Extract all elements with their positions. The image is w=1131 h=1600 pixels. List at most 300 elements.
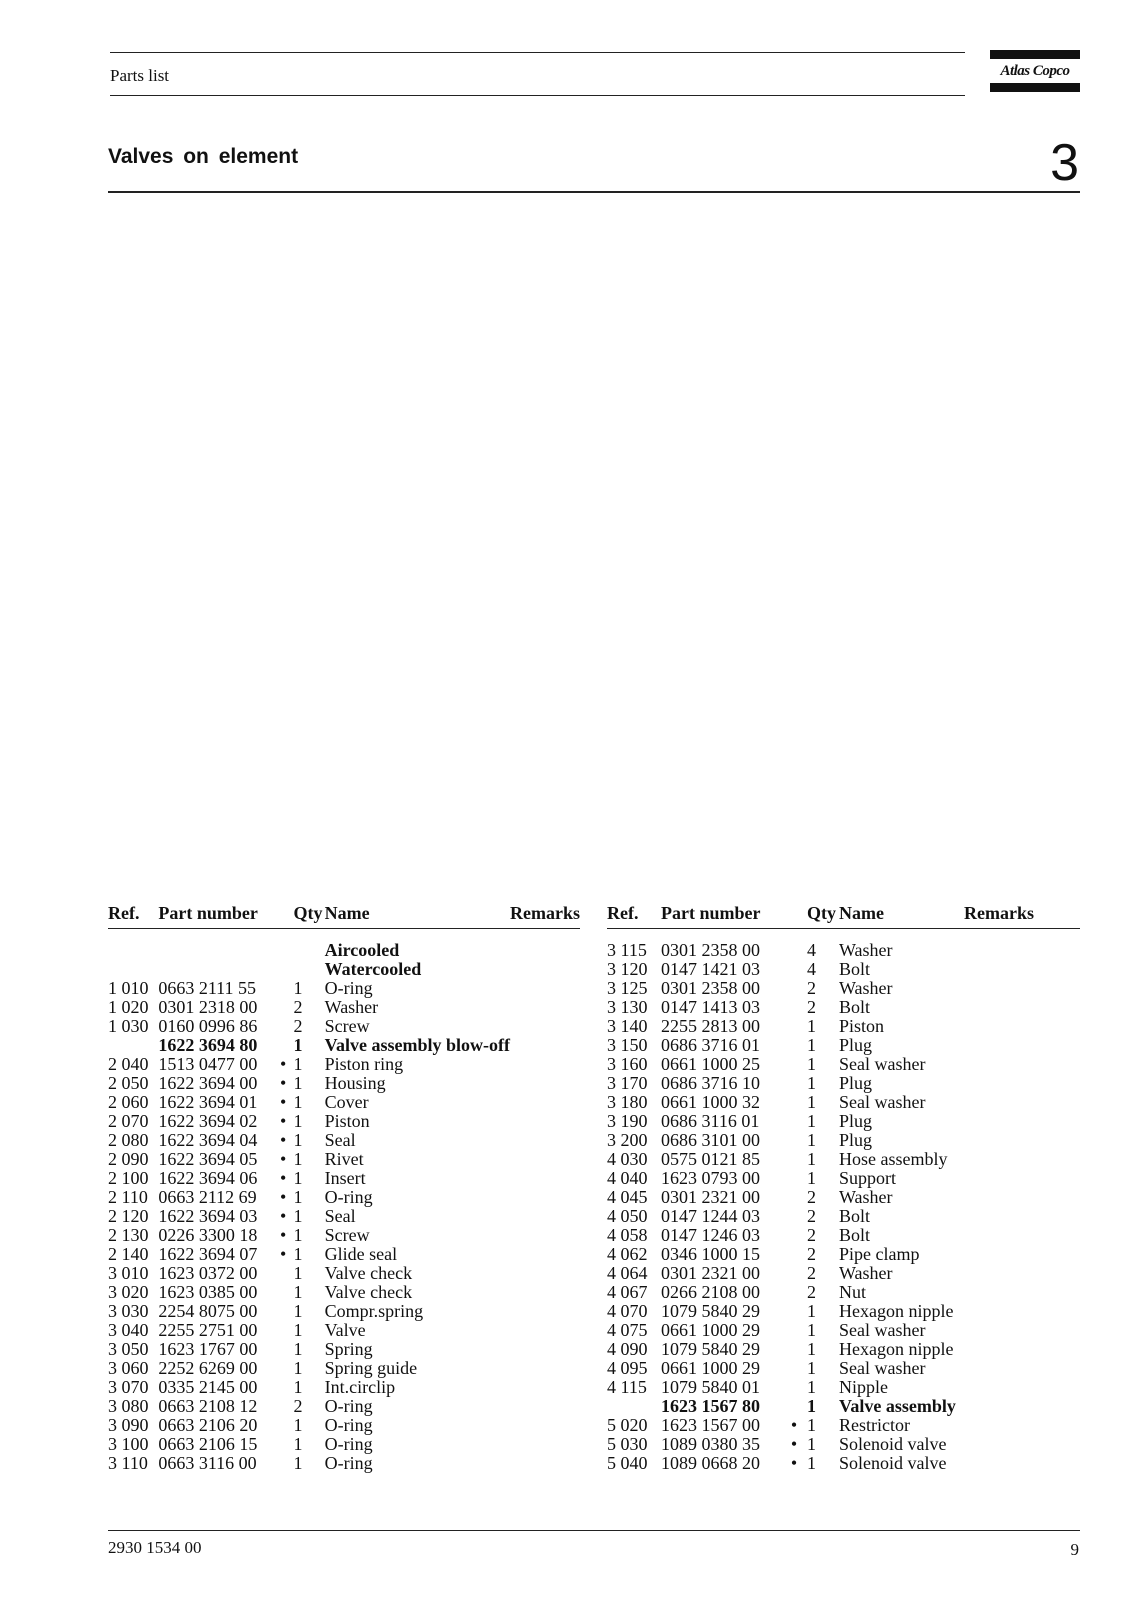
ref-cell: 1 030 xyxy=(108,1016,149,1036)
ref-cell: 4 062 xyxy=(607,1244,648,1264)
table-row xyxy=(108,1245,580,1264)
name-cell: Bolt xyxy=(839,1225,871,1245)
table-row xyxy=(607,1283,1080,1302)
table-row xyxy=(607,941,1080,960)
remarks-cell xyxy=(510,1416,580,1435)
kit-marker-cell: • xyxy=(279,1149,287,1169)
qty-cell: 1 xyxy=(293,1358,303,1378)
kit-marker-cell xyxy=(273,1283,294,1302)
remarks-cell xyxy=(510,1340,580,1359)
remarks-cell xyxy=(510,1226,580,1245)
remarks-cell xyxy=(964,1131,1080,1150)
qty-cell: 2 xyxy=(807,1244,816,1264)
parts-table-right xyxy=(607,904,1080,1473)
qty-cell: 1 xyxy=(807,1320,816,1340)
ref-cell: 3 110 xyxy=(108,1453,148,1473)
part-number-cell: 1079 5840 29 xyxy=(661,1339,760,1359)
remarks-cell xyxy=(964,1169,1080,1188)
qty-cell: 1 xyxy=(293,1263,303,1283)
name-cell: Seal washer xyxy=(839,1092,926,1112)
remarks-cell xyxy=(510,960,580,979)
kit-marker-cell xyxy=(273,1264,294,1283)
ref-cell: 4 058 xyxy=(607,1225,648,1245)
name-cell: Seal washer xyxy=(839,1320,926,1340)
part-number-cell: 0335 2145 00 xyxy=(158,1377,258,1397)
kit-marker-cell xyxy=(781,1036,807,1055)
ref-cell: 4 070 xyxy=(607,1301,648,1321)
part-number-cell: 2255 2813 00 xyxy=(661,1016,760,1036)
kit-marker-cell xyxy=(781,1264,807,1283)
kit-marker-cell xyxy=(781,1150,807,1169)
ref-cell: 4 115 xyxy=(607,1377,647,1397)
qty-cell: 1 xyxy=(293,1149,303,1169)
ref-cell: 2 080 xyxy=(108,1130,149,1150)
remarks-cell xyxy=(510,1302,580,1321)
remarks-cell xyxy=(510,1036,580,1055)
part-number-cell: 1089 0668 20 xyxy=(661,1453,760,1473)
kit-marker-cell xyxy=(781,1321,807,1340)
name-cell: Spring xyxy=(324,1339,373,1359)
remarks-cell xyxy=(510,1283,580,1302)
name-cell: Nipple xyxy=(839,1377,888,1397)
kit-marker-cell: • xyxy=(279,1130,287,1150)
ref-cell: 5 020 xyxy=(607,1415,648,1435)
part-number-cell: 2254 8075 00 xyxy=(158,1301,258,1321)
table-row xyxy=(108,1017,580,1036)
kit-marker-cell xyxy=(781,1093,807,1112)
ref-cell: 3 190 xyxy=(607,1111,648,1131)
table-row xyxy=(607,1112,1080,1131)
part-number-cell: 1623 1767 00 xyxy=(158,1339,258,1359)
ref-cell: 3 070 xyxy=(108,1377,149,1397)
table-row xyxy=(607,1397,1080,1416)
name-cell: Piston xyxy=(839,1016,885,1036)
remarks-cell xyxy=(964,960,1080,979)
part-number-cell: 0686 3116 01 xyxy=(661,1111,760,1131)
table-row xyxy=(108,1150,580,1169)
ref-cell: 3 125 xyxy=(607,978,648,998)
table-row xyxy=(607,979,1080,998)
part-number-cell: 0686 3716 01 xyxy=(661,1035,760,1055)
qty-cell: 1 xyxy=(293,1320,303,1340)
ref-cell: 5 030 xyxy=(607,1434,648,1454)
col-header-marker xyxy=(273,904,294,929)
table-row xyxy=(607,1036,1080,1055)
name-cell: Solenoid valve xyxy=(839,1434,947,1454)
qty-cell: 2 xyxy=(807,1206,816,1226)
col-header-ref: Ref. xyxy=(108,904,158,929)
ref-cell: 3 090 xyxy=(108,1415,149,1435)
ref-cell: 3 180 xyxy=(607,1092,648,1112)
part-number-cell: 0661 1000 29 xyxy=(661,1358,760,1378)
qty-cell: 1 xyxy=(807,1111,816,1131)
table-row xyxy=(607,1435,1080,1454)
name-cell: O-ring xyxy=(324,1187,373,1207)
remarks-cell xyxy=(510,1435,580,1454)
ref-cell: 3 115 xyxy=(607,940,647,960)
name-cell: Plug xyxy=(839,1111,873,1131)
ref-cell: 2 140 xyxy=(108,1244,149,1264)
part-number-cell: 0663 2108 12 xyxy=(158,1396,258,1416)
qty-cell: 1 xyxy=(293,1377,303,1397)
kit-marker-cell xyxy=(273,1359,294,1378)
remarks-cell xyxy=(510,1454,580,1473)
qty-cell xyxy=(293,941,324,960)
qty-cell: 1 xyxy=(807,1016,816,1036)
kit-marker-cell xyxy=(781,1207,807,1226)
table-row xyxy=(607,1416,1080,1435)
ref-cell: 3 160 xyxy=(607,1054,648,1074)
header-top-rule xyxy=(110,52,965,53)
name-cell: Seal xyxy=(324,1206,356,1226)
remarks-cell xyxy=(510,941,580,960)
table-row xyxy=(108,1340,580,1359)
remarks-cell xyxy=(964,1283,1080,1302)
name-cell: O-ring xyxy=(324,1453,373,1473)
table-row xyxy=(607,1055,1080,1074)
ref-cell: 2 040 xyxy=(108,1054,149,1074)
qty-cell: 1 xyxy=(807,1301,816,1321)
part-number-cell: 1622 3694 04 xyxy=(158,1130,258,1150)
part-number-cell: 1623 1567 00 xyxy=(661,1415,760,1435)
kit-marker-cell: • xyxy=(279,1054,287,1074)
part-number-cell xyxy=(158,941,272,960)
table-row xyxy=(108,1435,580,1454)
qty-cell: 2 xyxy=(293,1396,303,1416)
part-number-cell: 1622 3694 02 xyxy=(158,1111,258,1131)
ref-cell: 2 100 xyxy=(108,1168,149,1188)
col-header-name: Name xyxy=(839,904,964,929)
part-number-cell: 1623 0372 00 xyxy=(158,1263,258,1283)
col-header-qty: Qty xyxy=(293,904,324,929)
part-number-cell: 0661 1000 32 xyxy=(661,1092,760,1112)
ref-cell: 3 140 xyxy=(607,1016,648,1036)
name-cell: Bolt xyxy=(839,1206,871,1226)
qty-cell: 1 xyxy=(293,1301,303,1321)
name-cell: Piston xyxy=(324,1111,370,1131)
name-cell: Housing xyxy=(324,1073,386,1093)
qty-cell: 1 xyxy=(293,1111,303,1131)
col-header-part-number: Part number xyxy=(661,904,781,929)
remarks-cell xyxy=(510,1055,580,1074)
part-number-cell: 1622 3694 05 xyxy=(158,1149,258,1169)
remarks-cell xyxy=(964,1017,1080,1036)
kit-marker-cell xyxy=(781,979,807,998)
table-row xyxy=(607,1454,1080,1473)
table-row xyxy=(108,1397,580,1416)
part-number-cell: 0575 0121 85 xyxy=(661,1149,760,1169)
ref-cell: 3 200 xyxy=(607,1130,648,1150)
remarks-cell xyxy=(964,998,1080,1017)
qty-cell: 1 xyxy=(293,978,303,998)
ref-cell: 2 120 xyxy=(108,1206,149,1226)
qty-cell xyxy=(293,960,324,979)
qty-cell: 1 xyxy=(807,1339,816,1359)
remarks-cell xyxy=(510,1264,580,1283)
part-number-cell: 1623 0385 00 xyxy=(158,1282,258,1302)
name-cell: Valve xyxy=(324,1320,366,1340)
table-header-row xyxy=(108,904,580,929)
ref-cell xyxy=(108,1036,158,1055)
part-number-cell: 1622 3694 01 xyxy=(158,1092,258,1112)
name-cell: Hose assembly xyxy=(839,1149,948,1169)
name-cell: Restrictor xyxy=(839,1415,910,1435)
table-row xyxy=(108,1112,580,1131)
kit-marker-cell xyxy=(781,960,807,979)
part-number-cell: 0147 1244 03 xyxy=(661,1206,760,1226)
part-number-cell: 1622 3694 06 xyxy=(158,1168,258,1188)
part-number-cell: 0160 0996 86 xyxy=(158,1016,258,1036)
table-row xyxy=(607,960,1080,979)
table-row xyxy=(607,1150,1080,1169)
remarks-cell xyxy=(964,1150,1080,1169)
ref-cell: 2 130 xyxy=(108,1225,149,1245)
name-cell: Glide seal xyxy=(324,1244,398,1264)
table-row xyxy=(108,1074,580,1093)
ref-cell: 3 040 xyxy=(108,1320,149,1340)
remarks-cell xyxy=(964,1245,1080,1264)
name-cell: Rivet xyxy=(324,1149,364,1169)
remarks-cell xyxy=(510,1321,580,1340)
kit-marker-cell xyxy=(273,1036,294,1055)
part-number-cell: 0686 3101 00 xyxy=(661,1130,760,1150)
remarks-cell xyxy=(510,1378,580,1397)
table-row xyxy=(108,1207,580,1226)
table-row xyxy=(108,1226,580,1245)
part-number-cell: 0301 2358 00 xyxy=(661,940,760,960)
name-cell: Washer xyxy=(324,997,379,1017)
name-cell: Spring guide xyxy=(324,1358,418,1378)
table-row xyxy=(607,1074,1080,1093)
table-row xyxy=(607,1188,1080,1207)
table-row xyxy=(607,1131,1080,1150)
table-row xyxy=(108,1264,580,1283)
qty-cell: 1 xyxy=(807,1149,816,1169)
qty-cell: 2 xyxy=(293,997,303,1017)
ref-cell: 3 080 xyxy=(108,1396,149,1416)
ref-cell: 3 150 xyxy=(607,1035,648,1055)
ref-cell: 3 100 xyxy=(108,1434,149,1454)
remarks-cell xyxy=(510,1150,580,1169)
ref-cell: 3 170 xyxy=(607,1073,648,1093)
col-header-qty: Qty xyxy=(807,904,839,929)
kit-marker-cell xyxy=(781,1378,807,1397)
kit-marker-cell xyxy=(781,1245,807,1264)
kit-marker-cell xyxy=(273,941,294,960)
qty-cell: 1 xyxy=(807,1377,816,1397)
kit-marker-cell: • xyxy=(279,1206,287,1226)
col-header-remarks: Remarks xyxy=(510,904,580,929)
qty-cell: 2 xyxy=(293,1016,303,1036)
ref-cell: 2 060 xyxy=(108,1092,149,1112)
remarks-cell xyxy=(964,1074,1080,1093)
remarks-cell xyxy=(964,1397,1080,1416)
col-header-part-number: Part number xyxy=(158,904,272,929)
table-header-row xyxy=(607,904,1080,929)
remarks-cell xyxy=(964,1188,1080,1207)
kit-marker-cell xyxy=(781,1131,807,1150)
name-cell: Int.circlip xyxy=(324,1377,396,1397)
qty-cell: 4 xyxy=(807,940,816,960)
kit-marker-cell: • xyxy=(279,1092,287,1112)
part-number-cell: 0266 2108 00 xyxy=(661,1282,760,1302)
name-cell: O-ring xyxy=(324,1415,373,1435)
remarks-cell xyxy=(964,1302,1080,1321)
part-number-cell: 0301 2318 00 xyxy=(158,997,258,1017)
qty-cell: 1 xyxy=(293,1206,303,1226)
qty-cell: 1 xyxy=(293,1092,303,1112)
ref-cell: 4 050 xyxy=(607,1206,648,1226)
part-number-cell: 0661 1000 25 xyxy=(661,1054,760,1074)
kit-marker-cell xyxy=(781,998,807,1017)
kit-marker-cell xyxy=(781,1074,807,1093)
name-cell: Seal washer xyxy=(839,1054,926,1074)
name-cell: Piston ring xyxy=(324,1054,404,1074)
remarks-cell xyxy=(510,998,580,1017)
qty-cell: 1 xyxy=(807,1453,816,1473)
ref-cell: 3 020 xyxy=(108,1282,149,1302)
qty-cell: 2 xyxy=(807,1187,816,1207)
part-number-cell: 0147 1246 03 xyxy=(661,1225,760,1245)
header-bottom-rule xyxy=(110,95,965,96)
qty-cell: 2 xyxy=(807,1225,816,1245)
table-row xyxy=(108,979,580,998)
kit-marker-cell: • xyxy=(790,1434,798,1454)
qty-cell: 1 xyxy=(807,1092,816,1112)
document-number: 2930 1534 00 xyxy=(108,1538,202,1557)
kit-marker-cell xyxy=(781,1055,807,1074)
part-number-cell: 0663 2106 15 xyxy=(158,1434,258,1454)
kit-marker-cell: • xyxy=(279,1168,287,1188)
table-row xyxy=(607,1169,1080,1188)
part-number-cell: 0663 2111 55 xyxy=(158,978,257,998)
part-number-cell: 0663 2106 20 xyxy=(158,1415,258,1435)
name-cell: Plug xyxy=(839,1130,873,1150)
part-number-cell: 1079 5840 29 xyxy=(661,1301,760,1321)
kit-marker-cell xyxy=(781,1283,807,1302)
qty-cell: 2 xyxy=(807,1282,816,1302)
ref-cell: 1 020 xyxy=(108,997,149,1017)
name-cell: Valve assembly blow-off xyxy=(324,1035,510,1055)
ref-cell: 4 075 xyxy=(607,1320,648,1340)
name-cell: Washer xyxy=(839,1263,893,1283)
remarks-cell xyxy=(964,1378,1080,1397)
ref-cell: 4 040 xyxy=(607,1168,648,1188)
kit-marker-cell: • xyxy=(279,1244,287,1264)
qty-cell: 1 xyxy=(807,1073,816,1093)
part-number-cell: 0226 3300 18 xyxy=(158,1225,258,1245)
qty-cell: 4 xyxy=(807,959,816,979)
kit-marker-cell xyxy=(781,1302,807,1321)
qty-cell: 1 xyxy=(807,1415,816,1435)
remarks-cell xyxy=(964,1226,1080,1245)
table-row xyxy=(108,1055,580,1074)
ref-cell: 2 110 xyxy=(108,1187,148,1207)
remarks-cell xyxy=(510,1093,580,1112)
name-cell: Hexagon nipple xyxy=(839,1301,954,1321)
remarks-cell xyxy=(964,1435,1080,1454)
table-row xyxy=(108,1169,580,1188)
header-label: Parts list xyxy=(110,66,170,85)
kit-marker-cell xyxy=(273,1302,294,1321)
name-cell: Washer xyxy=(839,978,893,998)
remarks-cell xyxy=(964,1454,1080,1473)
name-cell: Nut xyxy=(839,1282,866,1302)
name-cell: Bolt xyxy=(839,959,871,979)
name-cell: Watercooled xyxy=(324,959,422,979)
kit-marker-cell xyxy=(781,1226,807,1245)
remarks-cell xyxy=(510,1207,580,1226)
kit-marker-cell xyxy=(781,1397,807,1416)
kit-marker-cell xyxy=(273,1416,294,1435)
kit-marker-cell xyxy=(273,998,294,1017)
table-row xyxy=(108,1454,580,1473)
qty-cell: 1 xyxy=(293,1035,303,1055)
qty-cell: 1 xyxy=(293,1187,303,1207)
qty-cell: 1 xyxy=(807,1434,816,1454)
qty-cell: 1 xyxy=(293,1225,303,1245)
ref-cell: 3 010 xyxy=(108,1263,149,1283)
table-row xyxy=(108,1302,580,1321)
kit-marker-cell xyxy=(273,1397,294,1416)
table-row xyxy=(108,1283,580,1302)
kit-marker-cell xyxy=(781,1188,807,1207)
part-number-cell: 0147 1421 03 xyxy=(661,959,760,979)
logo-text: Atlas Copco xyxy=(1000,63,1070,79)
part-number-cell: 2252 6269 00 xyxy=(158,1358,258,1378)
kit-marker-cell: • xyxy=(790,1415,798,1435)
table-row xyxy=(607,1226,1080,1245)
name-cell: Valve check xyxy=(324,1282,413,1302)
part-number-cell: 2255 2751 00 xyxy=(158,1320,258,1340)
remarks-cell xyxy=(510,1188,580,1207)
ref-cell: 2 070 xyxy=(108,1111,149,1131)
ref-cell xyxy=(607,1397,661,1416)
ref-cell: 4 095 xyxy=(607,1358,648,1378)
table-row xyxy=(607,1359,1080,1378)
ref-cell: 4 045 xyxy=(607,1187,648,1207)
ref-cell: 4 030 xyxy=(607,1149,648,1169)
remarks-cell xyxy=(510,979,580,998)
ref-cell: 3 060 xyxy=(108,1358,149,1378)
ref-cell xyxy=(108,941,158,960)
part-number-cell: 1622 3694 07 xyxy=(158,1244,258,1264)
remarks-cell xyxy=(510,1245,580,1264)
ref-cell: 3 130 xyxy=(607,997,648,1017)
remarks-cell xyxy=(510,1074,580,1093)
kit-marker-cell xyxy=(273,1454,294,1473)
qty-cell: 1 xyxy=(293,1130,303,1150)
qty-cell: 1 xyxy=(807,1168,816,1188)
remarks-cell xyxy=(964,1359,1080,1378)
part-number-cell: 0663 3116 00 xyxy=(158,1453,257,1473)
footer-rule xyxy=(108,1530,1080,1531)
part-number-cell: 0663 2112 69 xyxy=(158,1187,257,1207)
page-number: 9 xyxy=(1070,1540,1079,1559)
name-cell: Plug xyxy=(839,1035,873,1055)
part-number-cell: 0301 2358 00 xyxy=(661,978,760,998)
table-row xyxy=(108,1036,580,1055)
qty-cell: 1 xyxy=(293,1434,303,1454)
name-cell: Screw xyxy=(324,1225,370,1245)
name-cell: Support xyxy=(839,1168,897,1188)
remarks-cell xyxy=(510,1131,580,1150)
qty-cell: 1 xyxy=(807,1396,816,1416)
ref-cell: 3 120 xyxy=(607,959,648,979)
part-number-cell: 0346 1000 15 xyxy=(661,1244,760,1264)
col-header-marker xyxy=(781,904,807,929)
kit-marker-cell: • xyxy=(790,1453,798,1473)
